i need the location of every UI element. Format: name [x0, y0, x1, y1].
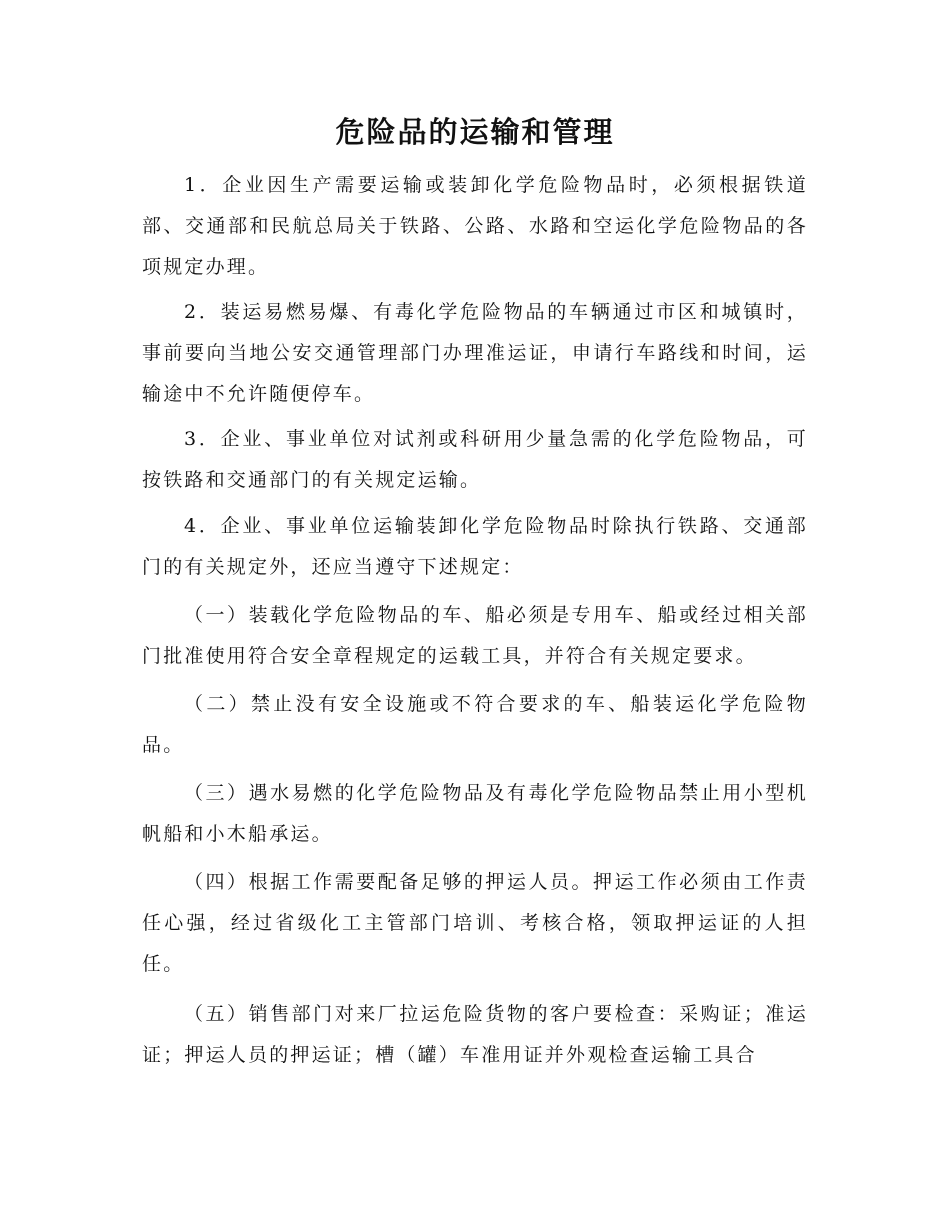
paragraph-rule-2: （二）禁止没有安全设施或不符合要求的车、船装运化学危险物品。 — [142, 693, 808, 756]
paragraph-rule-4: （四）根据工作需要配备足够的押运人员。押运工作必须由工作责任心强，经过省级化工主管部门培训、考核合格，领取押运证的人担任。 — [142, 871, 808, 975]
paragraph-rule-3: （三）遇水易燃的化学危险物品及有毒化学危险物品禁止用小型机帆船和小木船承运。 — [142, 782, 808, 845]
paragraph-1: 1．企业因生产需要运输或装卸化学危险物品时，必须根据铁道部、交通部和民航总局关于铁路、公路、水路和空运化学危险物品的各项规定办理。 — [142, 174, 808, 278]
paragraph-3: 3．企业、事业单位对试剂或科研用少量急需的化学危险物品，可按铁路和交通部门的有关规定运输。 — [142, 428, 808, 491]
paragraph-4: 4．企业、事业单位运输装卸化学危险物品时除执行铁路、交通部门的有关规定外，还应当遵守下述规定： — [142, 515, 808, 578]
paragraph-2: 2．装运易燃易爆、有毒化学危险物品的车辆通过市区和城镇时，事前要向当地公安交通管理部门办理准运证，申请行车路线和时间，运输途中不允许随便停车。 — [142, 301, 808, 405]
paragraph-rule-5: （五）销售部门对来厂拉运危险货物的客户要检查：采购证；准运证；押运人员的押运证；槽（罐）车准用证并外观检查运输工具合 — [142, 1003, 808, 1066]
document-title: 危险品的运输和管理 — [335, 115, 615, 149]
paragraph-rule-1: （一）装载化学危险物品的车、船必须是专用车、船或经过相关部门批准使用符合安全章程规定的运载工具，并符合有关规定要求。 — [142, 604, 808, 667]
